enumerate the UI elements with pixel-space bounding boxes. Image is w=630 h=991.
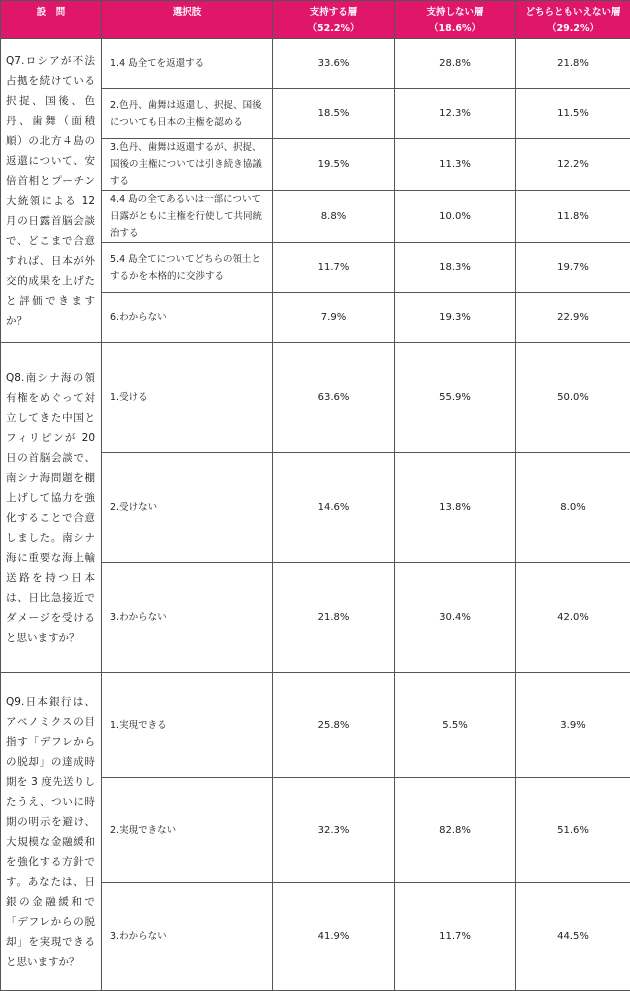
neither-value: 21.8% bbox=[516, 39, 630, 89]
not-support-value: 11.7% bbox=[395, 883, 516, 991]
neither-value: 44.5% bbox=[516, 883, 630, 991]
neither-value: 3.9% bbox=[516, 673, 630, 778]
choice-cell: 6.わからない bbox=[102, 293, 273, 343]
choice-cell: 3.色丹、歯舞は返還するが、択捉、国後の主権については引き続き協議する bbox=[102, 139, 273, 191]
choice-cell: 2.受けない bbox=[102, 453, 273, 563]
choice-cell: 5.4 島全てについてどちらの領土とするかを本格的に交渉する bbox=[102, 243, 273, 293]
neither-value: 50.0% bbox=[516, 343, 630, 453]
support-value: 41.9% bbox=[273, 883, 395, 991]
not-support-value: 11.3% bbox=[395, 139, 516, 191]
neither-value: 12.2% bbox=[516, 139, 630, 191]
question-q9: Q9.日本銀行は、アベノミクスの目指す「デフレからの脱却」の達成時期を 3 度先送りしたうえ、ついに時期の明示を避け、大規模な金融緩和を強化する方針です。あなたは、日銀の金融緩和で「デフレからの脱却」を実現できると思いますか？ bbox=[1, 673, 102, 991]
not-support-value: 19.3% bbox=[395, 293, 516, 343]
support-value: 18.5% bbox=[273, 89, 395, 139]
header-support-label: 支持する層 bbox=[273, 5, 394, 21]
header-not-support bbox=[395, 1, 516, 39]
not-support-value: 18.3% bbox=[395, 243, 516, 293]
not-support-value: 10.0% bbox=[395, 191, 516, 243]
neither-value: 11.8% bbox=[516, 191, 630, 243]
header-row bbox=[1, 1, 630, 39]
support-value: 8.8% bbox=[273, 191, 395, 243]
support-value: 32.3% bbox=[273, 778, 395, 883]
support-value: 33.6% bbox=[273, 39, 395, 89]
question-q7: Q7.ロシアが不法占拠を続けている択捉、国後、色丹、歯舞（面積順）の北方４島の返還について、安倍首相とプーチン大統領による 12月の日露首脳会談で、どこまで合意すれば、日本が外交的成果を上げたと評価できますか？ bbox=[1, 39, 102, 343]
neither-value: 22.9% bbox=[516, 293, 630, 343]
header-question: 設 問 bbox=[1, 1, 102, 39]
support-value: 7.9% bbox=[273, 293, 395, 343]
neither-value: 8.0% bbox=[516, 453, 630, 563]
header-neither bbox=[516, 1, 630, 39]
neither-value: 19.7% bbox=[516, 243, 630, 293]
not-support-value: 30.4% bbox=[395, 563, 516, 673]
choice-cell: 1.4 島全てを返還する bbox=[102, 39, 273, 89]
not-support-value: 82.8% bbox=[395, 778, 516, 883]
neither-value: 42.0% bbox=[516, 563, 630, 673]
support-value: 19.5% bbox=[273, 139, 395, 191]
not-support-value: 12.3% bbox=[395, 89, 516, 139]
header-not-support-label: 支持しない層 bbox=[395, 5, 515, 21]
choice-cell: 1.受ける bbox=[102, 343, 273, 453]
header-neither-pct: （29.2%） bbox=[516, 21, 630, 37]
not-support-value: 28.8% bbox=[395, 39, 516, 89]
header-not-support-pct: （18.6%） bbox=[395, 21, 515, 37]
support-value: 14.6% bbox=[273, 453, 395, 563]
not-support-value: 13.8% bbox=[395, 453, 516, 563]
header-neither-label: どちらともいえない層 bbox=[516, 5, 630, 21]
choice-cell: 3.わからない bbox=[102, 563, 273, 673]
not-support-value: 55.9% bbox=[395, 343, 516, 453]
header-support-pct: （52.2%） bbox=[273, 21, 394, 37]
choice-cell: 2.実現できない bbox=[102, 778, 273, 883]
support-value: 25.8% bbox=[273, 673, 395, 778]
neither-value: 51.6% bbox=[516, 778, 630, 883]
header-support bbox=[273, 1, 395, 39]
table-row bbox=[1, 343, 630, 453]
question-q8: Q8.南シナ海の領有権をめぐって対立してきた中国とフィリピンが 20 日の首脳会談で、南シナ海問題を棚上げして協力を強化することで合意しました。南シナ海に重要な海上輸送路を持つ日本は、日比急接近でダメージを受けると思いますか？ bbox=[1, 343, 102, 673]
table-row bbox=[1, 673, 630, 778]
support-value: 63.6% bbox=[273, 343, 395, 453]
choice-cell: 4.4 島の全てあるいは一部について日露がともに主権を行使して共同統治する bbox=[102, 191, 273, 243]
choice-cell: 3.わからない bbox=[102, 883, 273, 991]
support-value: 11.7% bbox=[273, 243, 395, 293]
choice-cell: 2.色丹、歯舞は返還し、択捉、国後についても日本の主権を認める bbox=[102, 89, 273, 139]
table-row bbox=[1, 39, 630, 89]
neither-value: 11.5% bbox=[516, 89, 630, 139]
not-support-value: 5.5% bbox=[395, 673, 516, 778]
choice-cell: 1.実現できる bbox=[102, 673, 273, 778]
support-value: 21.8% bbox=[273, 563, 395, 673]
header-choice: 選択肢 bbox=[102, 1, 273, 39]
